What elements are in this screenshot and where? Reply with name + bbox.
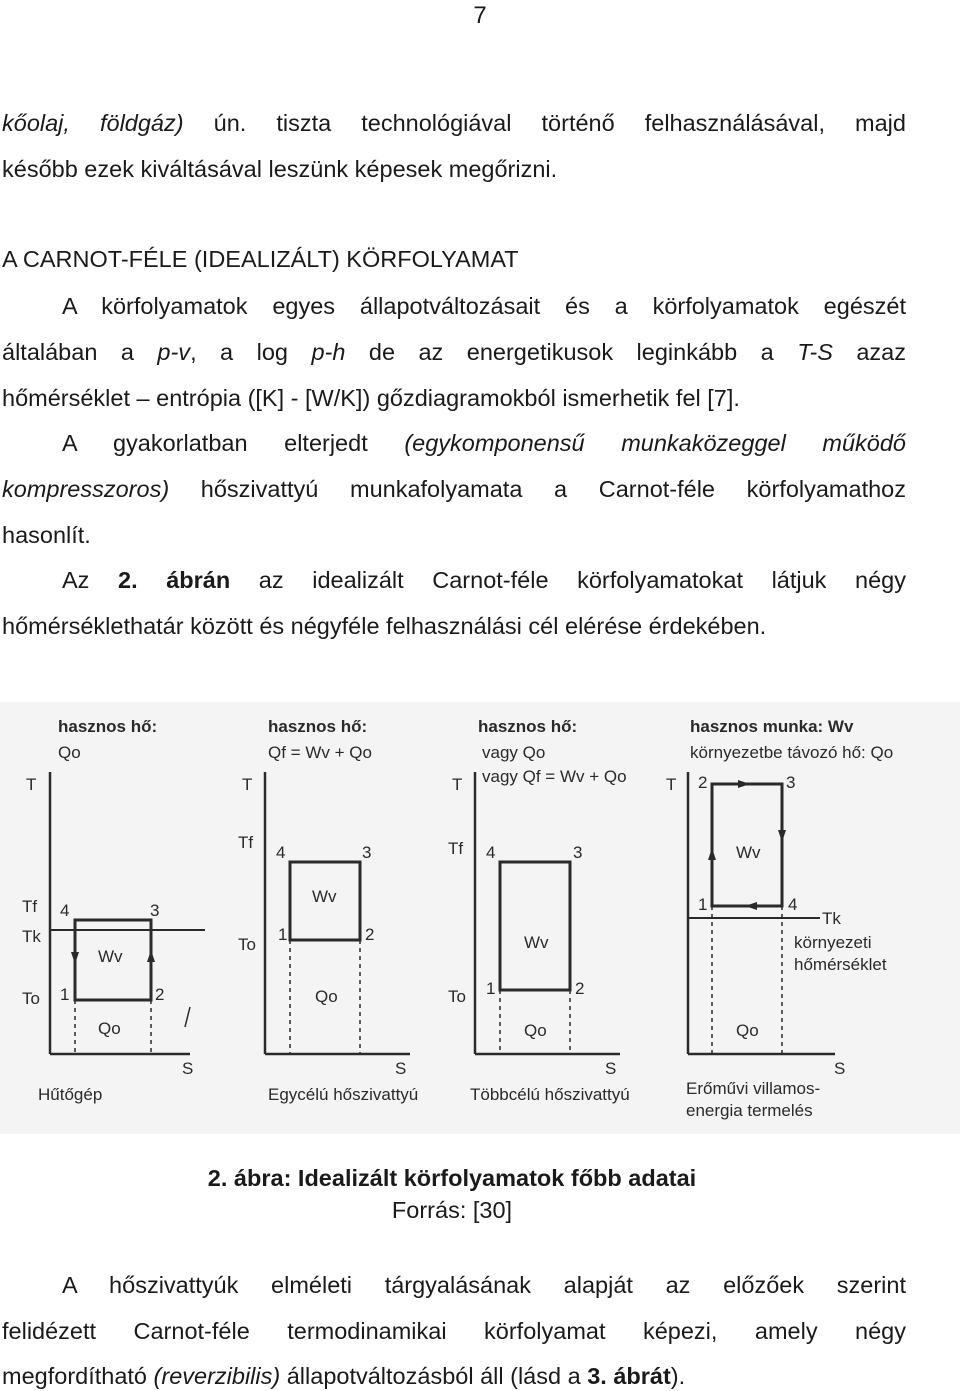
- title-line-2: környezetbe távozó hő: Qo: [690, 743, 894, 762]
- italic-span: (egykomponensű munkaközeggel működő: [404, 430, 906, 456]
- tk-label: Tk: [822, 909, 841, 928]
- title-line-2: Qo: [58, 743, 81, 762]
- cycle-rectangle: [500, 862, 570, 990]
- paragraph-2-line-1: [62, 428, 906, 458]
- paragraph-1-line-3: hőmérséklet – entrópia ([K] - [W/K]) gőzdiagramokból ismerhetik fel [7].: [2, 385, 740, 411]
- env-label-2: hőmérséklet: [794, 955, 887, 974]
- panel-multi-heat-pump: [475, 772, 620, 1054]
- panel-caption-1: Erőművi villamos-: [686, 1079, 821, 1098]
- text-span: , a log: [190, 339, 312, 365]
- text-span: hőszivattyú munkafolyamata a Carnot-féle körfolyamathoz: [169, 476, 906, 502]
- panel-power-plant: [688, 772, 835, 1054]
- s-axis-label: S: [605, 1059, 617, 1078]
- text-span: de az energetikusok leginkább a: [345, 339, 798, 365]
- heat-label: Qo: [736, 1021, 759, 1040]
- point-3: 3: [150, 901, 160, 920]
- s-axis-label: S: [182, 1059, 194, 1078]
- paragraph-4-line-1: A hőszivattyúk elméleti tárgyalásának alapját az előzőek szerint: [62, 1272, 906, 1298]
- work-label: Wv: [736, 843, 761, 862]
- point-4: 4: [60, 901, 70, 920]
- arrow-icon: [708, 848, 716, 860]
- italic-span: kőolaj, földgáz): [2, 110, 184, 136]
- point-2: 2: [575, 979, 585, 998]
- work-label: Wv: [98, 947, 123, 966]
- arrow-icon: [71, 952, 79, 964]
- point-3: 3: [573, 843, 583, 862]
- text-line-2: később ezek kiváltásával leszünk képesek megőrizni.: [2, 156, 558, 182]
- tf-label: Tf: [448, 839, 464, 858]
- point-2: 2: [365, 925, 375, 944]
- arrow-icon: [745, 902, 757, 910]
- panel-refrigerator: [50, 772, 205, 1054]
- heat-label: Qo: [98, 1019, 121, 1038]
- section-heading: A CARNOT-FÉLE (IDEALIZÁLT) KÖRFOLYAMAT: [2, 246, 519, 272]
- heat-label: Qo: [524, 1021, 547, 1040]
- text-span: az idealizált Carnot-féle körfolyamatokat látjuk négy: [230, 567, 906, 593]
- point-1: 1: [278, 925, 288, 944]
- italic-span: T-S: [797, 339, 833, 365]
- work-label: Wv: [524, 933, 549, 952]
- text-span: megfordítható: [2, 1363, 154, 1389]
- text-span: általában a: [2, 339, 158, 365]
- panel-caption: Hűtőgép: [38, 1085, 103, 1104]
- arrow-icon: [147, 950, 155, 962]
- paragraph-3-line-2: hőmérséklethatár között és négyféle felhasználási cél elérése érdekében.: [2, 613, 767, 639]
- bold-span: 3. ábrát: [587, 1363, 671, 1389]
- panel-caption: Többcélú hőszivattyú: [470, 1085, 630, 1104]
- point-2: 2: [698, 773, 708, 792]
- paragraph-4-line-3: [2, 1361, 906, 1391]
- to-label: To: [238, 935, 256, 954]
- to-label: To: [22, 989, 40, 1008]
- text-span: azaz: [832, 339, 907, 365]
- point-2: 2: [155, 985, 165, 1004]
- text-span: állapotváltozásból áll (lásd a: [280, 1363, 588, 1389]
- panel-single-heat-pump: [265, 772, 410, 1054]
- title-line-3: vagy Qf = Wv + Qo: [482, 767, 627, 786]
- point-1: 1: [60, 985, 70, 1004]
- paragraph-4-line-2: felidézett Carnot-féle termodinamikai körfolyamat képezi, amely négy: [2, 1318, 906, 1344]
- bold-span: 2. ábrán: [118, 567, 231, 593]
- tf-label: Tf: [238, 833, 254, 852]
- to-label: To: [448, 987, 466, 1006]
- arrow-icon: [738, 780, 750, 788]
- point-3: 3: [786, 773, 796, 792]
- panel-caption: Egycélú hőszivattyú: [268, 1085, 419, 1104]
- title-line-1: hasznos hő:: [478, 717, 578, 736]
- point-4: 4: [788, 895, 798, 914]
- text-line-1: [2, 108, 906, 138]
- title-line-1: hasznos hő:: [268, 717, 368, 736]
- paragraph-2-line-2: [2, 474, 906, 504]
- italic-span: p-h: [311, 339, 346, 365]
- t-axis-label: T: [26, 775, 37, 794]
- t-axis-label: T: [242, 775, 253, 794]
- figure-caption: 2. ábra: Idealizált körfolyamatok főbb adatai: [207, 1165, 697, 1191]
- title-line-1: hasznos munka: Wv: [690, 717, 854, 736]
- title-line-2: Qf = Wv + Qo: [268, 743, 372, 762]
- text-span: A gyakorlatban elterjedt: [62, 430, 405, 456]
- paragraph-1-line-1: A körfolyamatok egyes állapotváltozásait és a körfolyamatok egészét: [62, 293, 906, 319]
- t-axis-label: T: [666, 775, 677, 794]
- paragraph-1-line-2: [2, 337, 906, 367]
- title-line-1: hasznos hő:: [58, 717, 158, 736]
- s-axis-label: S: [834, 1059, 846, 1078]
- arrow-icon: [778, 830, 786, 842]
- work-label: Wv: [312, 887, 337, 906]
- panel-refrigerator-labels: [22, 717, 193, 1104]
- point-4: 4: [276, 843, 286, 862]
- text-span: ).: [670, 1363, 686, 1389]
- figure-source: Forrás: [30]: [391, 1197, 513, 1223]
- tf-label: Tf: [22, 897, 38, 916]
- paragraph-3-line-1: [62, 565, 906, 595]
- panel-caption-2: energia termelés: [686, 1101, 813, 1120]
- s-axis-label: S: [395, 1059, 407, 1078]
- page-number: 7: [473, 2, 487, 29]
- point-1: 1: [698, 895, 708, 914]
- figure-2: [0, 702, 960, 1134]
- ts-diagrams: [0, 702, 960, 1134]
- env-label-1: környezeti: [794, 933, 872, 952]
- point-3: 3: [362, 843, 372, 862]
- italic-span: (reverzibilis): [153, 1363, 281, 1389]
- text-span: Az: [62, 567, 119, 593]
- t-axis-label: T: [452, 775, 463, 794]
- italic-span: kompresszoros): [2, 476, 170, 502]
- point-1: 1: [486, 979, 496, 998]
- stray-mark: [185, 1007, 190, 1027]
- title-line-2: vagy Qo: [482, 743, 546, 762]
- heat-label: Qo: [315, 987, 338, 1006]
- italic-span: p-v: [157, 339, 191, 365]
- paragraph-2-line-3: hasonlít.: [2, 522, 91, 548]
- tk-label: Tk: [22, 927, 41, 946]
- point-4: 4: [486, 843, 496, 862]
- text-span: ún. tiszta technológiával történő felhasználásával, majd: [183, 110, 906, 136]
